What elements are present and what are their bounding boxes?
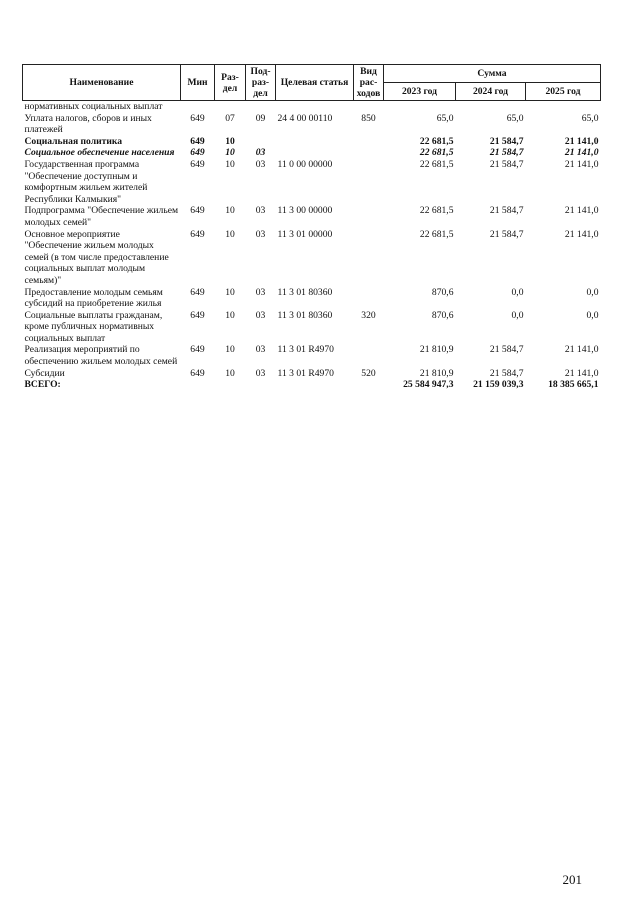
cell-2025: 21 141,0: [564, 135, 599, 147]
cell-target: 11 3 01 00000: [277, 228, 333, 240]
cell-name: Реализация мероприятий по обеспечению жильем молодых семей: [24, 344, 178, 368]
cell-podrazdel: [246, 136, 276, 148]
cell-2023: 22 681,5: [419, 135, 454, 147]
table-row: [23, 205, 601, 228]
cell-name: нормативных социальных выплат: [24, 101, 163, 112]
cell-2025: 0,0: [586, 286, 599, 298]
table-row: [23, 287, 601, 310]
cell-min: 649: [190, 158, 205, 170]
header-2025: 2025 год: [526, 83, 601, 101]
header-min: Мин: [181, 65, 215, 101]
cell-name: Государственная программа "Обеспечение доступным и комфортным жильем жителей Республики Калмыкия": [24, 158, 148, 205]
table-row: [23, 159, 601, 205]
cell-2023: 65,0: [436, 112, 454, 124]
cell-target: [276, 147, 354, 159]
cell-min: 649: [190, 228, 205, 240]
header-2023: 2023 год: [384, 83, 456, 101]
cell-name: Подпрограмма "Обеспечение жильем молодых семей": [24, 205, 179, 228]
cell-name: Субсидии: [24, 367, 65, 379]
cell-2023: 21 810,9: [419, 367, 454, 379]
cell-2025: 21 141,0: [564, 228, 599, 240]
cell-target: 11 3 01 80360: [277, 309, 333, 321]
cell-razdel: 10: [225, 367, 235, 379]
cell-2023: 22 681,5: [419, 228, 454, 240]
cell-vid: 850: [361, 112, 376, 124]
cell-razdel: 10: [225, 309, 235, 321]
table-row: [23, 113, 601, 136]
cell-target: [276, 136, 354, 148]
cell-2025: 21 141,0: [564, 367, 599, 379]
cell-vid: 320: [361, 309, 376, 321]
header-summa: Сумма: [384, 65, 601, 83]
cell-name: Основное мероприятие "Обеспечение жильем молодых семей (в том числе предоставление социальных выплат молодым семьям)": [24, 228, 169, 286]
cell-2023: 21 810,9: [419, 344, 454, 356]
cell-2024: 21 584,7: [489, 228, 524, 240]
cell-2023: 25 584 947,3: [403, 379, 454, 391]
cell-2025: [526, 101, 601, 113]
cell-podrazdel: 03: [255, 367, 266, 379]
cell-target: 11 3 01 80360: [277, 286, 333, 298]
page-number: 201: [562, 872, 582, 887]
cell-target: [276, 101, 354, 113]
cell-podrazdel: [246, 101, 276, 113]
cell-2025: 65,0: [581, 112, 599, 124]
cell-razdel: 10: [225, 286, 235, 298]
cell-vid: [354, 205, 384, 228]
budget-table: [22, 64, 601, 391]
cell-2024: 21 584,7: [489, 147, 524, 159]
cell-podrazdel: 03: [255, 286, 266, 298]
cell-podrazdel: 03: [255, 147, 266, 159]
cell-2024: 21 584,7: [489, 135, 524, 147]
cell-2024: 65,0: [506, 112, 524, 124]
cell-vid: [354, 287, 384, 310]
cell-podrazdel: 09: [255, 112, 266, 124]
cell-razdel: 10: [225, 135, 235, 147]
cell-min: 649: [190, 367, 205, 379]
cell-razdel: 07: [225, 112, 235, 124]
cell-min: 649: [190, 205, 205, 217]
cell-podrazdel: 03: [255, 158, 266, 170]
cell-2023: [384, 101, 456, 113]
cell-2024: 21 159 039,3: [473, 379, 524, 391]
cell-target: 11 0 00 00000: [277, 158, 333, 170]
table-row: [23, 101, 601, 113]
cell-target: [276, 379, 354, 391]
cell-name: ВСЕГО:: [24, 379, 61, 391]
cell-2025: 21 141,0: [564, 205, 599, 217]
cell-target: 11 3 01 R4970: [277, 344, 334, 356]
cell-podrazdel: 03: [255, 309, 266, 321]
cell-vid: [354, 344, 384, 367]
table-body: [23, 101, 601, 391]
cell-podrazdel: 03: [255, 228, 266, 240]
cell-name: Уплата налогов, сборов и иных платежей: [24, 112, 152, 136]
cell-2024: 21 584,7: [489, 205, 524, 217]
table-row: [23, 147, 601, 159]
cell-2024: 0,0: [511, 286, 524, 298]
cell-podrazdel: 03: [255, 344, 266, 356]
cell-name: Социальные выплаты гражданам, кроме публичных нормативных социальных выплат: [24, 309, 163, 344]
cell-vid: [354, 147, 384, 159]
header-razdel: Раз-дел: [215, 65, 246, 101]
cell-2023: 870,6: [431, 309, 454, 321]
table-row: [23, 310, 601, 345]
cell-vid: [354, 229, 384, 287]
cell-name: Социальное обеспечение населения: [24, 147, 175, 159]
cell-min: 649: [190, 147, 205, 159]
cell-vid: [354, 379, 384, 391]
cell-name: Предоставление молодым семьям субсидий на приобретение жилья: [24, 286, 163, 310]
cell-vid: [354, 136, 384, 148]
cell-2025: 21 141,0: [564, 147, 599, 159]
cell-min: [181, 101, 215, 113]
cell-razdel: 10: [225, 147, 235, 159]
table-row: [23, 368, 601, 380]
total-row: [23, 379, 601, 391]
cell-target: 24 4 00 00110: [277, 112, 333, 124]
cell-2024: 21 584,7: [489, 344, 524, 356]
cell-min: 649: [190, 309, 205, 321]
header-podrazdel: Под-раз-дел: [246, 65, 276, 101]
header-vid: Вид рас-ходов: [354, 65, 384, 101]
cell-vid: [354, 101, 384, 113]
cell-min: 649: [190, 135, 205, 147]
table-row: [23, 344, 601, 367]
header-2024: 2024 год: [456, 83, 526, 101]
table-header: [23, 65, 601, 101]
cell-2024: 0,0: [511, 309, 524, 321]
cell-min: [181, 379, 215, 391]
cell-2025: 21 141,0: [564, 158, 599, 170]
cell-podrazdel: 03: [255, 205, 266, 217]
cell-target: 11 3 01 R4970: [277, 367, 334, 379]
cell-2024: [456, 101, 526, 113]
cell-min: 649: [190, 112, 205, 124]
cell-razdel: 10: [225, 158, 235, 170]
cell-vid: 520: [361, 367, 376, 379]
cell-min: 649: [190, 286, 205, 298]
cell-name: Социальная политика: [24, 135, 123, 147]
cell-vid: [354, 159, 384, 205]
header-target: Целевая статья: [276, 65, 354, 101]
cell-podrazdel: [246, 379, 276, 391]
cell-razdel: [215, 379, 246, 391]
cell-2023: 870,6: [431, 286, 454, 298]
cell-min: 649: [190, 344, 205, 356]
cell-2023: 22 681,5: [419, 205, 454, 217]
cell-2025: 21 141,0: [564, 344, 599, 356]
cell-2025: 0,0: [586, 309, 599, 321]
cell-razdel: 10: [225, 228, 235, 240]
cell-2023: 22 681,5: [419, 147, 454, 159]
cell-2023: 22 681,5: [419, 158, 454, 170]
cell-razdel: 10: [225, 205, 235, 217]
table-row: [23, 229, 601, 287]
cell-razdel: 10: [225, 344, 235, 356]
cell-2025: 18 385 665,1: [548, 379, 599, 391]
header-name: Наименование: [23, 65, 181, 101]
cell-2024: 21 584,7: [489, 367, 524, 379]
table-row: [23, 136, 601, 148]
cell-target: 11 3 00 00000: [277, 205, 333, 217]
cell-razdel: [215, 101, 246, 113]
cell-2024: 21 584,7: [489, 158, 524, 170]
